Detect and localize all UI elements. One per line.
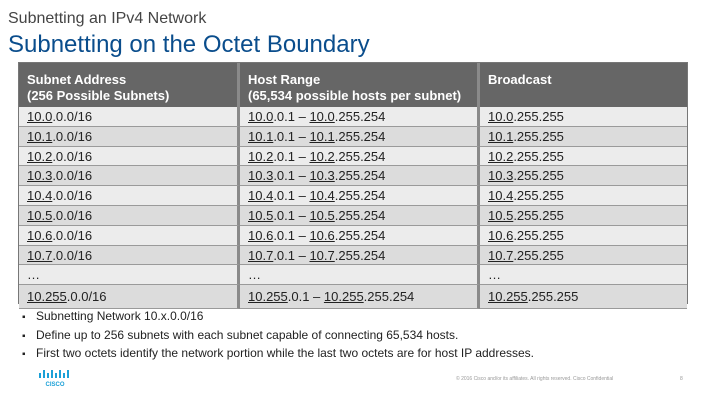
cell-text: .255.254 xyxy=(334,247,386,263)
cell-text: .255.254 xyxy=(363,289,415,305)
header-subnet-address xyxy=(19,63,240,107)
broadcast-cell xyxy=(480,147,687,167)
bullet-list xyxy=(22,308,534,364)
cell-text: .0.0/16 xyxy=(52,128,93,144)
cell-text: .255.254 xyxy=(334,109,386,124)
cell-text: 10.2 xyxy=(248,148,274,164)
cell-text: 10.255 xyxy=(27,289,67,305)
table-row xyxy=(19,186,687,206)
cell-text: 10.4 xyxy=(27,188,53,204)
host-range-cell xyxy=(240,206,480,226)
table-row xyxy=(19,285,687,309)
cell-text: 10.1 xyxy=(488,128,514,144)
svg-text:CISCO: CISCO xyxy=(45,382,65,388)
table-row xyxy=(19,246,687,266)
host-range-cell xyxy=(240,147,480,167)
cell-text: 10.1 xyxy=(248,128,274,144)
cell-text: .255.255 xyxy=(527,289,579,305)
broadcast-cell xyxy=(480,107,687,127)
cell-text: 10.0 xyxy=(488,109,514,124)
cell-text: .255.254 xyxy=(334,227,386,243)
cell-text: .0.0/16 xyxy=(52,168,93,184)
cell-text: 10.255 xyxy=(323,289,364,305)
cell-text: 10.6 xyxy=(488,227,514,243)
host-range-cell xyxy=(240,127,480,147)
table-row xyxy=(19,147,687,167)
cell-text: .255.254 xyxy=(334,128,386,144)
subnet-table xyxy=(18,62,688,304)
subnet-address-cell xyxy=(19,246,240,266)
cell-text: 10.7 xyxy=(27,247,53,263)
broadcast-cell xyxy=(480,285,687,309)
cell-text: .255.255 xyxy=(513,207,564,223)
table-header-row xyxy=(19,63,687,107)
cell-text: .0.0/16 xyxy=(52,109,93,124)
subnet-address-cell xyxy=(19,127,240,147)
host-range-cell xyxy=(240,186,480,206)
header-broadcast xyxy=(480,63,687,107)
copyright-footer: © 2016 Cisco and/or its affiliates. All rights reserved. Cisco Confidential xyxy=(456,376,614,382)
table-body xyxy=(19,107,687,309)
cell-text: .255.255 xyxy=(513,148,564,164)
cell-text: 10.7 xyxy=(309,247,335,263)
subnet-address-cell xyxy=(19,107,240,127)
cisco-logo xyxy=(38,368,72,388)
broadcast-cell xyxy=(480,246,687,266)
cell-text: … xyxy=(27,267,40,283)
cell-text: .255.255 xyxy=(513,188,564,204)
subnet-address-cell xyxy=(19,226,240,246)
subnet-address-cell xyxy=(19,265,240,285)
broadcast-cell xyxy=(480,206,687,226)
cell-text: 10.4 xyxy=(488,188,514,204)
cell-text: .0.1 – xyxy=(273,109,310,124)
table-row xyxy=(19,226,687,246)
broadcast-cell xyxy=(480,265,687,285)
cell-text: 10.2 xyxy=(488,148,514,164)
host-range-cell xyxy=(240,246,480,266)
bullet-item: ▪ Subnetting Network 10.x.0.0/16 xyxy=(22,308,534,327)
cell-text: .255.255 xyxy=(513,128,564,144)
header-line1: Broadcast xyxy=(488,72,552,87)
subnet-address-cell xyxy=(19,285,240,309)
table-row xyxy=(19,107,687,127)
cell-text: .0.1 – xyxy=(273,148,310,164)
cell-text: .0.1 – xyxy=(273,168,310,184)
header-line1: Subnet Address xyxy=(27,72,127,87)
bullet-item: ▪ Define up to 256 subnets with each subnet capable of connecting 65,534 hosts. xyxy=(22,327,534,346)
header-host-range xyxy=(240,63,480,107)
cell-text: … xyxy=(488,267,501,283)
host-range-cell xyxy=(240,107,480,127)
cell-text: 10.5 xyxy=(27,207,53,223)
cell-text: .0.1 – xyxy=(273,188,310,204)
table-row xyxy=(19,127,687,147)
cell-text: .255.255 xyxy=(513,168,564,184)
cell-text: .0.1 – xyxy=(273,128,310,144)
subnet-address-cell xyxy=(19,166,240,186)
cell-text: .255.255 xyxy=(513,247,564,263)
cell-text: .255.254 xyxy=(334,188,386,204)
broadcast-cell xyxy=(480,186,687,206)
cell-text: 10.3 xyxy=(248,168,274,184)
cell-text: .0.1 – xyxy=(287,289,324,305)
cell-text: 10.4 xyxy=(248,188,274,204)
cell-text: 10.4 xyxy=(309,188,335,204)
host-range-cell xyxy=(240,265,480,285)
broadcast-cell xyxy=(480,226,687,246)
slide-title: Subnetting on the Octet Boundary xyxy=(8,31,370,58)
cell-text: 10.3 xyxy=(27,168,53,184)
cell-text: .255.255 xyxy=(513,227,564,243)
cell-text: 10.255 xyxy=(488,289,528,305)
cell-text: .0.0/16 xyxy=(52,148,93,164)
host-range-cell xyxy=(240,285,480,309)
cell-text: 10.1 xyxy=(309,128,335,144)
host-range-cell xyxy=(240,166,480,186)
cell-text: .255.254 xyxy=(334,148,386,164)
cell-text: 10.2 xyxy=(309,148,335,164)
cell-text: .0.1 – xyxy=(273,247,310,263)
cell-text: .255.254 xyxy=(334,207,386,223)
broadcast-cell xyxy=(480,127,687,147)
header-line2: (65,534 possible hosts per subnet) xyxy=(248,88,462,103)
table-row xyxy=(19,265,687,285)
cell-text: 10.5 xyxy=(309,207,335,223)
cell-text: .255.254 xyxy=(334,168,386,184)
cell-text: 10.7 xyxy=(248,247,274,263)
cell-text: 10.0 xyxy=(309,109,335,124)
cell-text: 10.6 xyxy=(27,227,53,243)
table-row xyxy=(19,166,687,186)
cell-text: 10.5 xyxy=(248,207,274,223)
table-row xyxy=(19,206,687,226)
cell-text: 10.5 xyxy=(488,207,514,223)
cell-text: 10.1 xyxy=(27,128,53,144)
cell-text: 10.6 xyxy=(248,227,274,243)
cell-text: 10.7 xyxy=(488,247,514,263)
cell-text: .0.0/16 xyxy=(52,227,93,243)
cell-text: 10.0 xyxy=(248,109,274,124)
subnet-address-cell xyxy=(19,206,240,226)
subnet-address-cell xyxy=(19,147,240,167)
cell-text: 10.2 xyxy=(27,148,53,164)
header-line2: (256 Possible Subnets) xyxy=(27,88,170,103)
host-range-cell xyxy=(240,226,480,246)
cell-text: … xyxy=(248,267,261,283)
cell-text: 10.3 xyxy=(309,168,335,184)
bullet-item: ▪ First two octets identify the network portion while the last two octets are for host IP addresses. xyxy=(22,345,534,364)
cell-text: .0.0/16 xyxy=(52,207,93,223)
cell-text: .0.0/16 xyxy=(66,289,107,305)
broadcast-cell xyxy=(480,166,687,186)
cell-text: 10.0 xyxy=(27,109,53,124)
cell-text: 10.255 xyxy=(248,289,288,305)
page-number: 8 xyxy=(680,376,683,382)
cell-text: .0.1 – xyxy=(273,227,310,243)
header-line1: Host Range xyxy=(248,72,321,87)
cell-text: .0.0/16 xyxy=(52,188,93,204)
cell-text: .0.1 – xyxy=(273,207,310,223)
cell-text: .255.255 xyxy=(513,109,564,124)
cell-text: 10.3 xyxy=(488,168,514,184)
cell-text: 10.6 xyxy=(309,227,335,243)
subnet-address-cell xyxy=(19,186,240,206)
cell-text: .0.0/16 xyxy=(52,247,93,263)
slide-kicker: Subnetting an IPv4 Network xyxy=(8,10,207,27)
